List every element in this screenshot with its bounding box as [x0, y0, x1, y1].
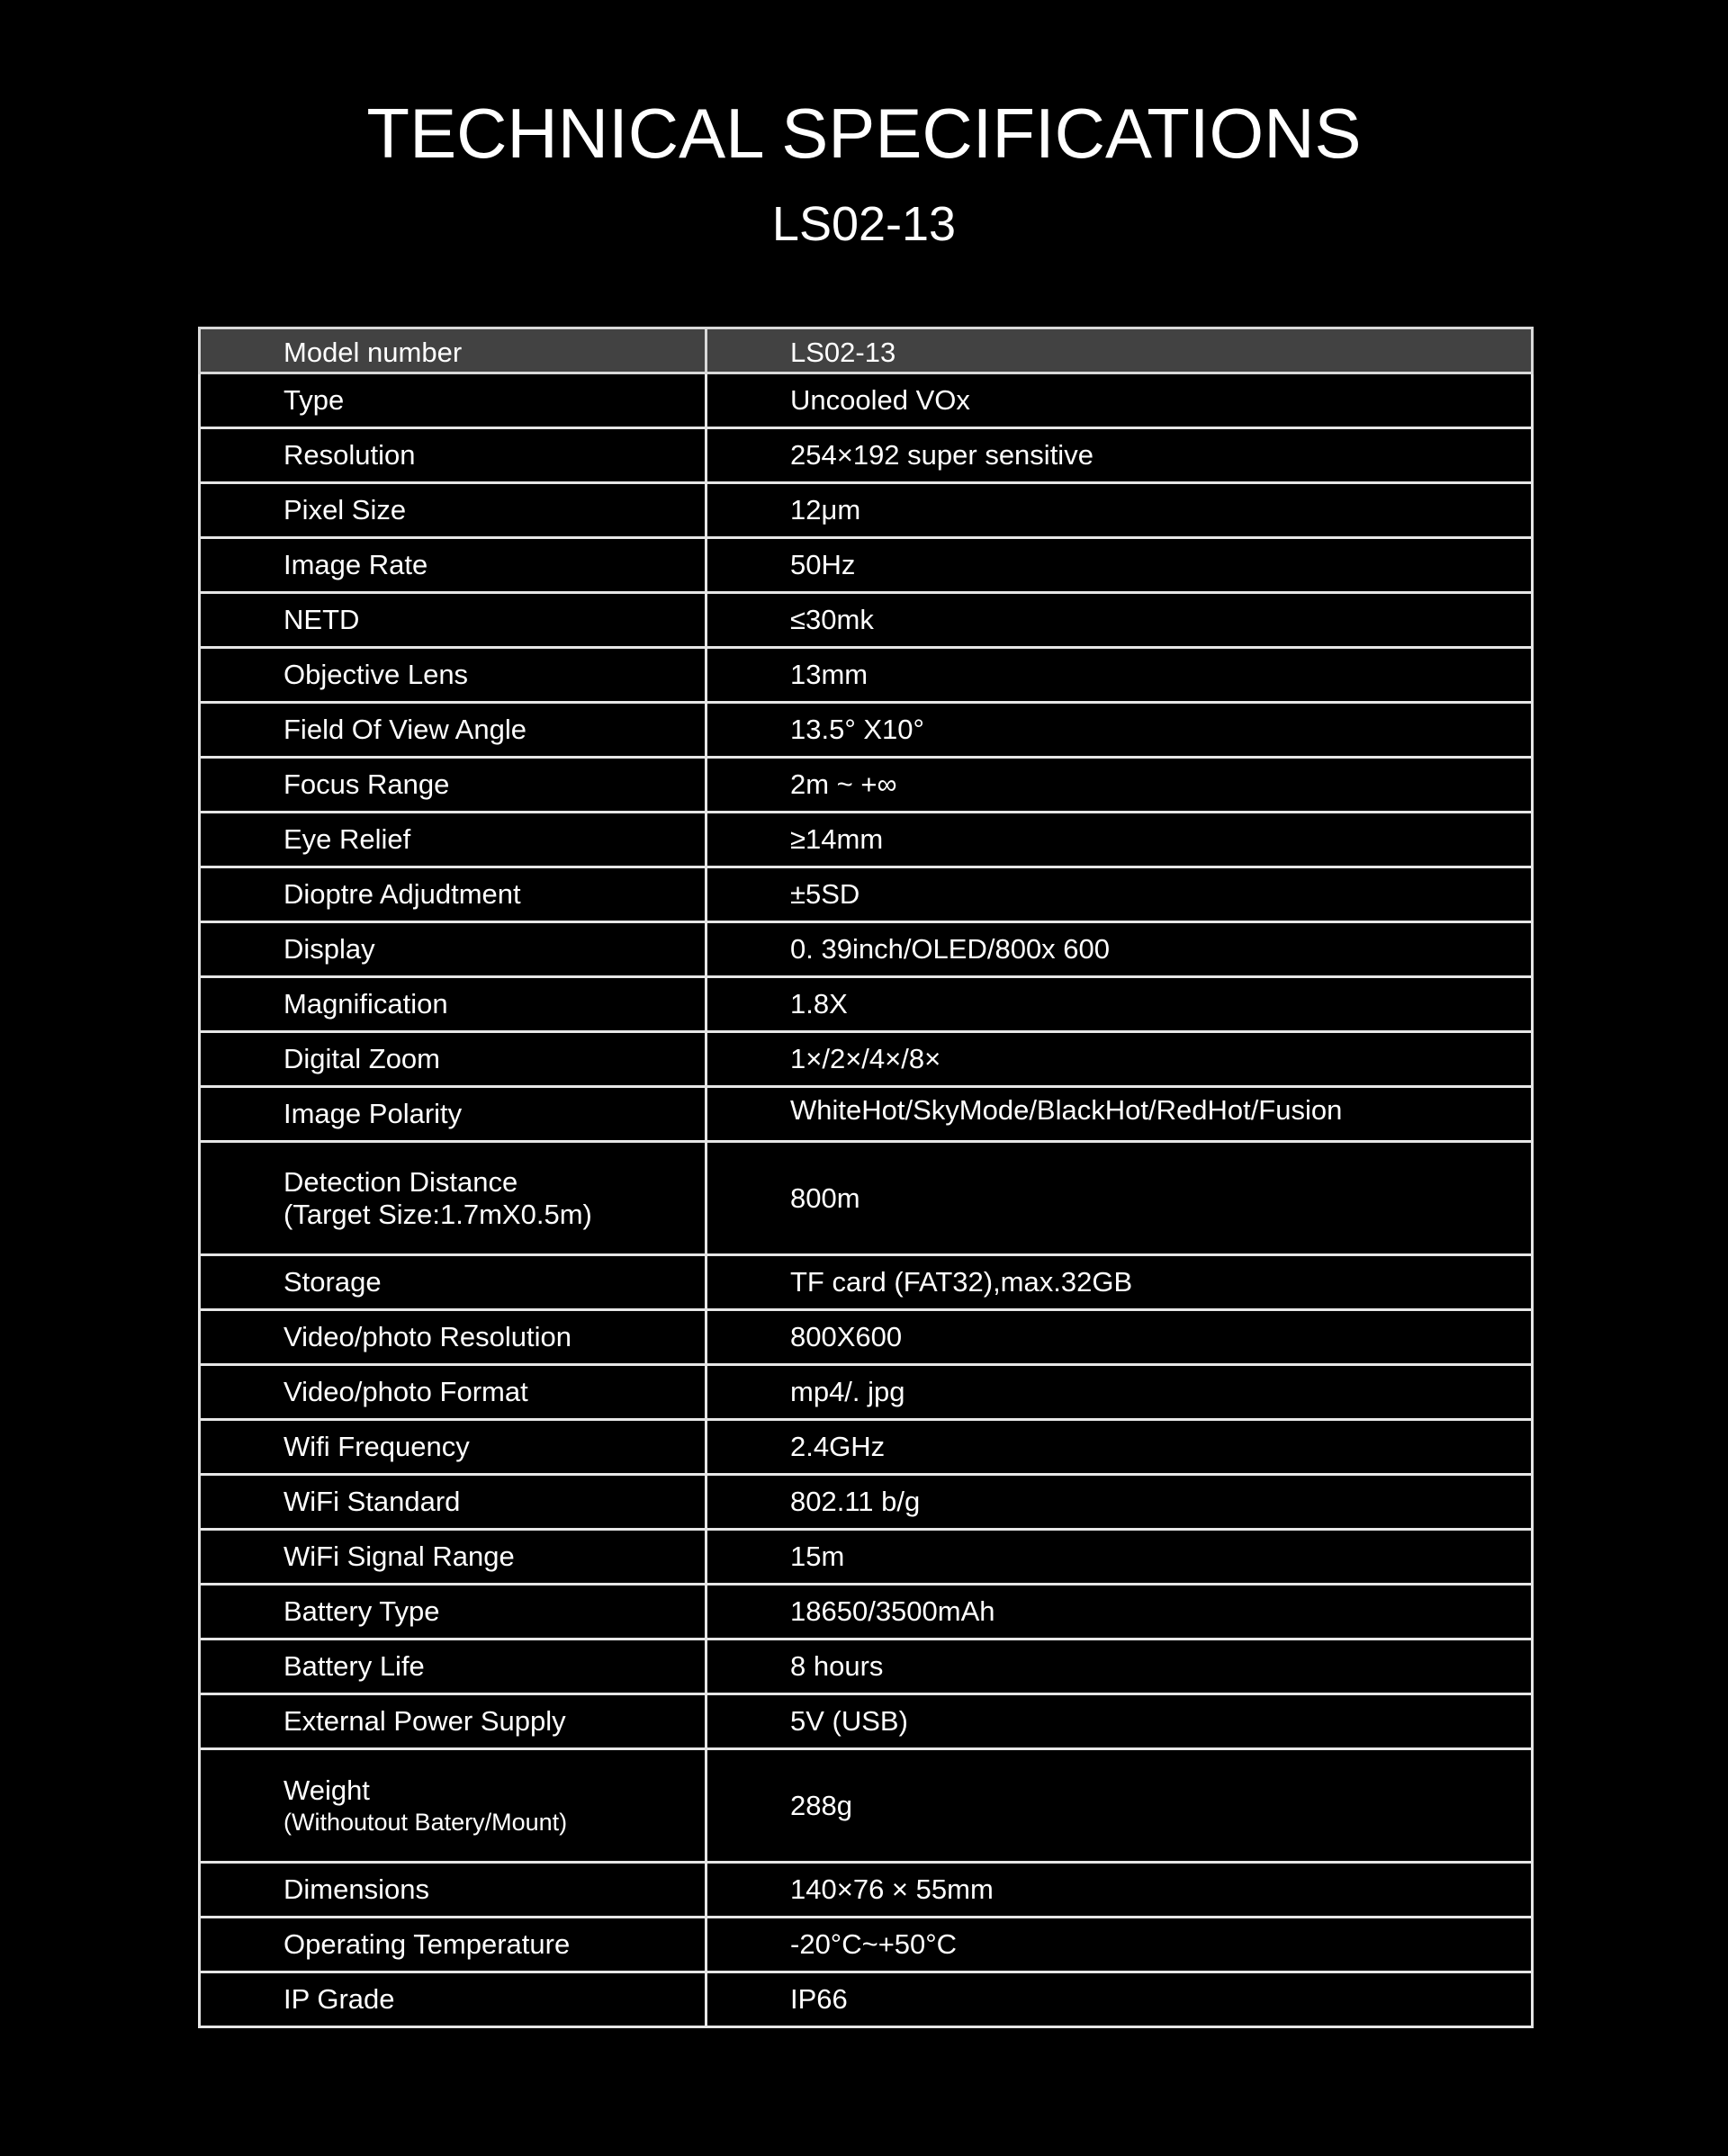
spec-label — [200, 1749, 706, 1863]
table-row — [200, 1087, 1533, 1142]
spec-value: 2m ~ +∞ — [706, 758, 1533, 813]
spec-value: 18650/3500mAh — [706, 1585, 1533, 1639]
spec-value: ±5SD — [706, 867, 1533, 922]
spec-label: Wifi Frequency — [200, 1420, 706, 1475]
spec-label: Field Of View Angle — [200, 703, 706, 758]
table-row — [200, 483, 1533, 538]
table-row — [200, 977, 1533, 1032]
spec-label: Battery Type — [200, 1585, 706, 1639]
spec-label: Pixel Size — [200, 483, 706, 538]
spec-label: Resolution — [200, 428, 706, 483]
spec-label — [200, 1142, 706, 1255]
table-row — [200, 1142, 1533, 1255]
spec-label: Video/photo Resolution — [200, 1310, 706, 1365]
table-row — [200, 758, 1533, 813]
spec-value: 15m — [706, 1530, 1533, 1585]
spec-value: 0. 39inch/OLED/800x 600 — [706, 922, 1533, 977]
table-row — [200, 813, 1533, 867]
table-row — [200, 922, 1533, 977]
table-row — [200, 1972, 1533, 2027]
table-row — [200, 593, 1533, 648]
spec-label: Objective Lens — [200, 648, 706, 703]
table-row — [200, 867, 1533, 922]
spec-label: External Power Supply — [200, 1694, 706, 1749]
spec-label: Storage — [200, 1255, 706, 1310]
spec-label: Image Polarity — [200, 1087, 706, 1142]
spec-label: WiFi Signal Range — [200, 1530, 706, 1585]
spec-label: Focus Range — [200, 758, 706, 813]
table-row — [200, 428, 1533, 483]
table-row — [200, 1694, 1533, 1749]
spec-label: Digital Zoom — [200, 1032, 706, 1087]
spec-label: Video/photo Format — [200, 1365, 706, 1420]
spec-label: Dioptre Adjudtment — [200, 867, 706, 922]
model-subtitle: LS02-13 — [771, 197, 957, 251]
spec-value: 802.11 b/g — [706, 1475, 1533, 1530]
spec-value: 2.4GHz — [706, 1420, 1533, 1475]
spec-value: 800m — [706, 1142, 1533, 1255]
spec-value: 288g — [706, 1749, 1533, 1863]
spec-value: 50Hz — [706, 538, 1533, 593]
table-row — [200, 1032, 1533, 1087]
spec-label: WiFi Standard — [200, 1475, 706, 1530]
table-row — [200, 1918, 1533, 1972]
table-row — [200, 1749, 1533, 1863]
spec-value: mp4/. jpg — [706, 1365, 1533, 1420]
table-row — [200, 1365, 1533, 1420]
header-value-text: LS02-13 — [790, 336, 896, 368]
page-title: TECHNICAL SPECIFICATIONS — [366, 94, 1362, 173]
spec-value: 254×192 super sensitive — [706, 428, 1533, 483]
spec-label: Dimensions — [200, 1863, 706, 1918]
spec-value: 13.5° X10° — [706, 703, 1533, 758]
spec-value: -20°C~+50°C — [706, 1918, 1533, 1972]
spec-value: 8 hours — [706, 1639, 1533, 1694]
spec-value-text: WhiteHot/SkyMode/BlackHot/RedHot/Fusion — [790, 1094, 1343, 1126]
spec-label: Type — [200, 373, 706, 428]
spec-value: ≥14mm — [706, 813, 1533, 867]
spec-label: Operating Temperature — [200, 1918, 706, 1972]
spec-label: Magnification — [200, 977, 706, 1032]
spec-label: Eye Relief — [200, 813, 706, 867]
spec-value: IP66 — [706, 1972, 1533, 2027]
spec-label: NETD — [200, 593, 706, 648]
spec-label — [200, 328, 706, 373]
table-row — [200, 1863, 1533, 1918]
spec-label: Display — [200, 922, 706, 977]
spec-label: Image Rate — [200, 538, 706, 593]
spec-label-sub: (Target Size:1.7mX0.5m) — [284, 1198, 592, 1230]
spec-value: 12μm — [706, 483, 1533, 538]
spec-label: Battery Life — [200, 1639, 706, 1694]
spec-value: TF card (FAT32),max.32GB — [706, 1255, 1533, 1310]
spec-value: 1.8X — [706, 977, 1533, 1032]
table-row — [200, 1585, 1533, 1639]
spec-label-main: Weight — [284, 1774, 370, 1806]
spec-value — [706, 1087, 1533, 1142]
spec-value: 13mm — [706, 648, 1533, 703]
spec-table — [198, 327, 1534, 2028]
table-header-row — [200, 328, 1533, 373]
table-row — [200, 1310, 1533, 1365]
table-row — [200, 703, 1533, 758]
spec-label: IP Grade — [200, 1972, 706, 2027]
table-row — [200, 1255, 1533, 1310]
table-row — [200, 538, 1533, 593]
spec-label-sub: (Withoutout Batery/Mount) — [284, 1808, 568, 1836]
spec-value — [706, 328, 1533, 373]
header-label-text: Model number — [284, 336, 463, 368]
table-row — [200, 1420, 1533, 1475]
spec-value: Uncooled VOx — [706, 373, 1533, 428]
spec-value: 800X600 — [706, 1310, 1533, 1365]
spec-value: 5V (USB) — [706, 1694, 1533, 1749]
spec-value: ≤30mk — [706, 593, 1533, 648]
spec-label-main: Detection Distance — [284, 1165, 518, 1198]
table-row — [200, 1475, 1533, 1530]
table-row — [200, 648, 1533, 703]
spec-value: 140×76 × 55mm — [706, 1863, 1533, 1918]
table-row — [200, 373, 1533, 428]
spec-value: 1×/2×/4×/8× — [706, 1032, 1533, 1087]
table-row — [200, 1530, 1533, 1585]
table-row — [200, 1639, 1533, 1694]
